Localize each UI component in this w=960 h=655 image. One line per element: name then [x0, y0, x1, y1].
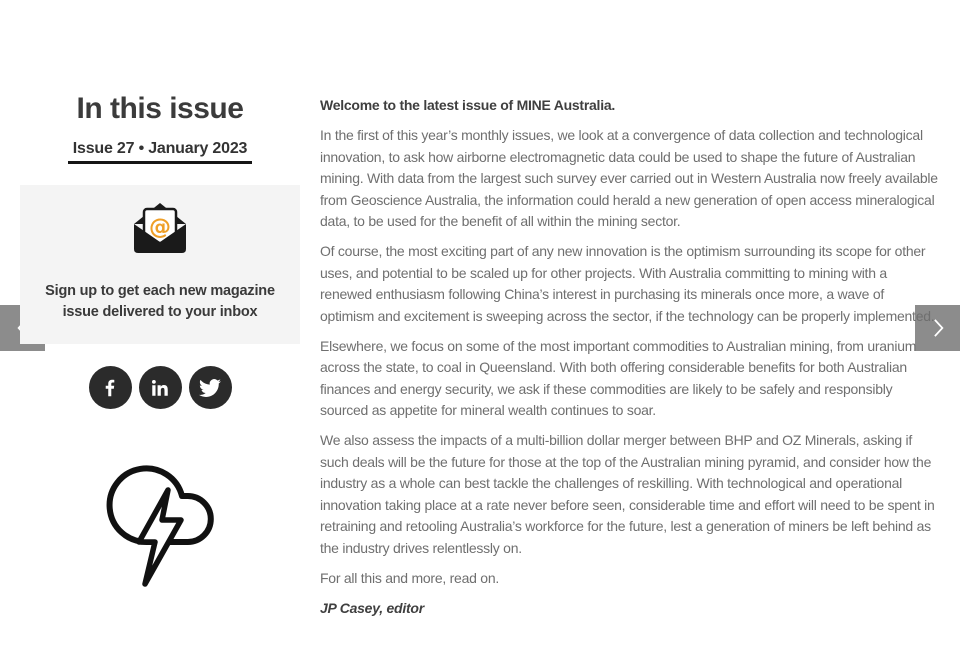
title-underline — [68, 161, 252, 164]
linkedin-button[interactable] — [139, 366, 182, 409]
page-title: In this issue — [76, 92, 244, 125]
storm-cloud-lightning-icon — [20, 450, 300, 590]
newsletter-signup-panel[interactable] — [20, 185, 300, 344]
signup-text — [45, 281, 275, 323]
email-at-envelope-icon — [131, 202, 189, 254]
twitter-button[interactable] — [189, 366, 232, 409]
svg-text:@: @ — [149, 215, 171, 240]
facebook-icon — [99, 377, 121, 399]
editors-letter — [320, 95, 940, 628]
issue-label: Issue 27 • January 2023 — [72, 140, 248, 157]
linkedin-icon — [149, 377, 171, 399]
editor-byline: JP Casey, editor — [320, 599, 424, 616]
facebook-button[interactable] — [89, 366, 132, 409]
article-paragraph-3: Elsewhere, we focus on some of the most important commodities to Australian mining, from uranium across the state, to coal in Queensland. With both offering considerable benefits for both Australian finances and energy security, we ask if these commodities are likely to be safely and responsibly sourced as appetite for mineral wealth continues to soar. — [320, 337, 917, 418]
social-links — [20, 366, 300, 409]
issue-sidebar — [20, 0, 300, 655]
article-paragraph-4: We also assess the impacts of a multi-billion dollar merger between BHP and OZ Minerals, asking if such deals will be the future for those at the top of the Australian mining pyramid, and consider how the industry as a whole can best tackle the challenges of reskilling. With technological and operational innovation taking place at a rate never before seen, considerable time and effort will need to be spent in retraining and retooling Australia’s workforce for the future, lest a generation of miners be left behind as the industry drives relentlessly on. — [320, 432, 935, 556]
signup-text-line2: issue delivered to your inbox — [62, 304, 258, 320]
welcome-line: Welcome to the latest issue of MINE Australia. — [320, 97, 616, 113]
signup-text-line1: Sign up to get each new magazine — [45, 283, 275, 299]
article-paragraph-1: In the first of this year’s monthly issues, we look at a convergence of data collection and technological innovation, to ask how airborne electromagnetic data could be used to shape the future of Australian mining. With data from the largest such survey ever carried out in Western Australia now freely available from Geoscience Australia, the information could herald a new generation of open access mineralogical data, to be used for the benefit of all within the mining sector. — [320, 127, 938, 229]
article-paragraph-2: Of course, the most exciting part of any new innovation is the optimism surrounding its scope for other uses, and potential to be scaled up for other projects. With Australia committing to mining with a renewed enthusiasm following China’s interest in purchasing its minerals once more, a wave of optimism and excitement is sweeping across the sector, if the technology can be properly implemented. — [320, 243, 935, 324]
closing-line: For all this and more, read on. — [320, 569, 500, 586]
twitter-icon — [199, 377, 221, 399]
